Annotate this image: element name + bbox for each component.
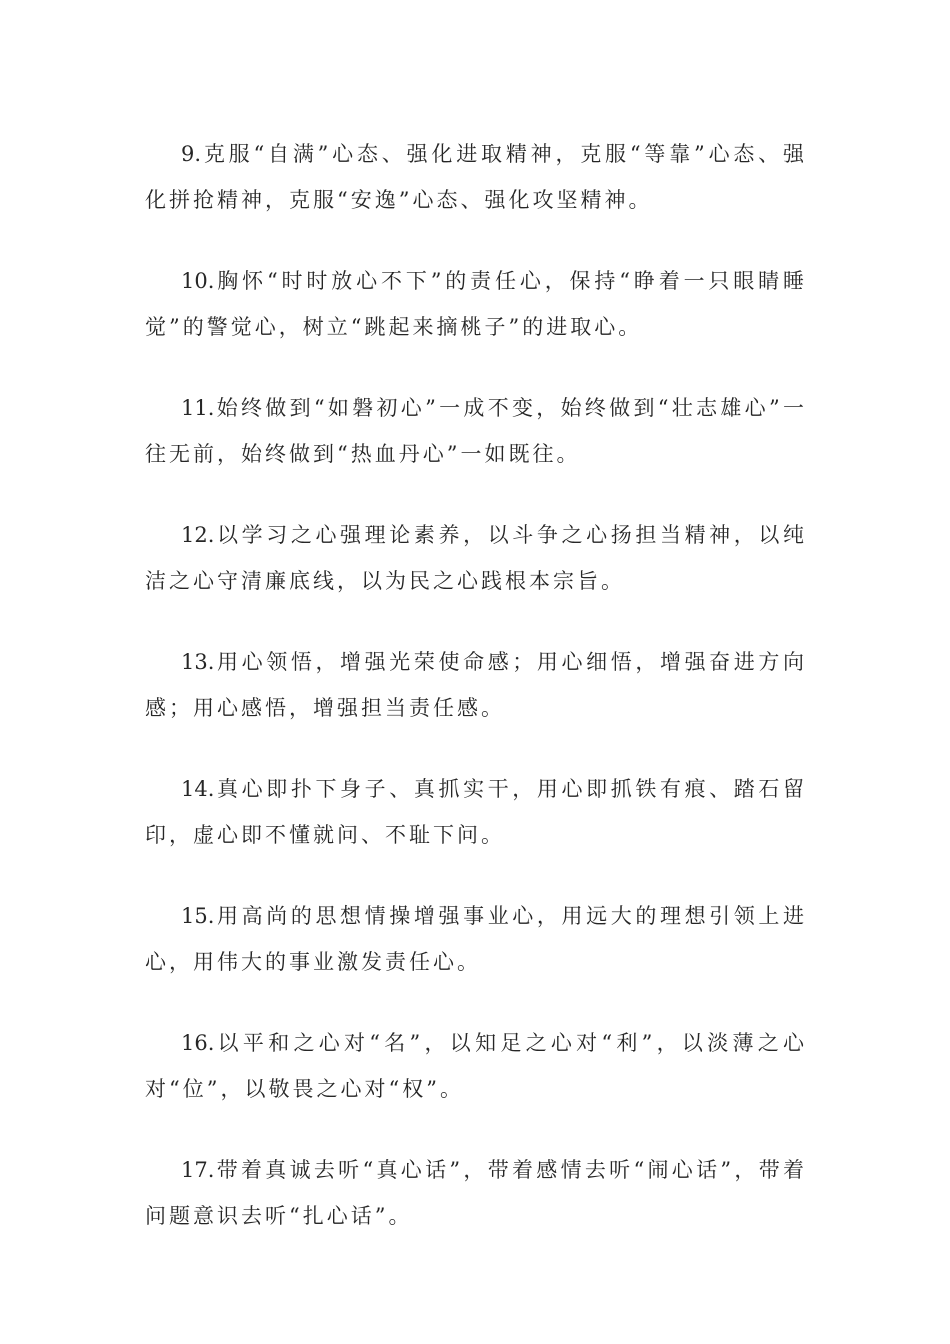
document-body: [145, 131, 807, 1274]
paragraph-number: 15.: [181, 904, 215, 928]
paragraph-text: 用高尚的思想情操增强事业心，用远大的理想引领上进心，用伟大的事业激发责任心。: [145, 904, 807, 974]
paragraph-text: 以平和之心对“名”，以知足之心对“利”，以淡薄之心对“位”，以敬畏之心对“权”。: [145, 1031, 807, 1101]
paragraph-12: [145, 512, 807, 604]
paragraph-13: [145, 639, 807, 731]
paragraph-16: [145, 1020, 807, 1112]
paragraph-text: 真心即扑下身子、真抓实干，用心即抓铁有痕、踏石留印，虚心即不懂就问、不耻下问。: [145, 777, 807, 847]
paragraph-14: [145, 766, 807, 858]
paragraph-text: 带着真诚去听“真心话”，带着感情去听“闹心话”，带着问题意识去听“扎心话”。: [145, 1158, 807, 1228]
paragraph-text: 以学习之心强理论素养，以斗争之心扬担当精神，以纯洁之心守清廉底线，以为民之心践根本宗旨。: [145, 523, 807, 593]
paragraph-number: 14.: [181, 777, 215, 801]
paragraph-text: 始终做到“如磐初心”一成不变，始终做到“壮志雄心”一往无前，始终做到“热血丹心”一如既往。: [145, 396, 807, 466]
paragraph-number: 10.: [181, 269, 215, 293]
paragraph-text: 克服“自满”心态、强化进取精神，克服“等靠”心态、强化拼抢精神，克服“安逸”心态、强化攻坚精神。: [145, 142, 807, 212]
paragraph-number: 12.: [181, 523, 215, 547]
paragraph-15: [145, 893, 807, 985]
paragraph-number: 9.: [181, 142, 202, 166]
paragraph-11: [145, 385, 807, 477]
paragraph-10: [145, 258, 807, 350]
paragraph-text: 胸怀“时时放心不下”的责任心，保持“睁着一只眼睛睡觉”的警觉心，树立“跳起来摘桃子”的进取心。: [145, 269, 807, 339]
paragraph-17: [145, 1147, 807, 1239]
paragraph-number: 17.: [181, 1158, 215, 1182]
paragraph-text: 用心领悟，增强光荣使命感；用心细悟，增强奋进方向感；用心感悟，增强担当责任感。: [145, 650, 807, 720]
paragraph-number: 13.: [181, 650, 215, 674]
paragraph-number: 16.: [181, 1031, 215, 1055]
paragraph-number: 11.: [181, 396, 215, 420]
paragraph-9: [145, 131, 807, 223]
